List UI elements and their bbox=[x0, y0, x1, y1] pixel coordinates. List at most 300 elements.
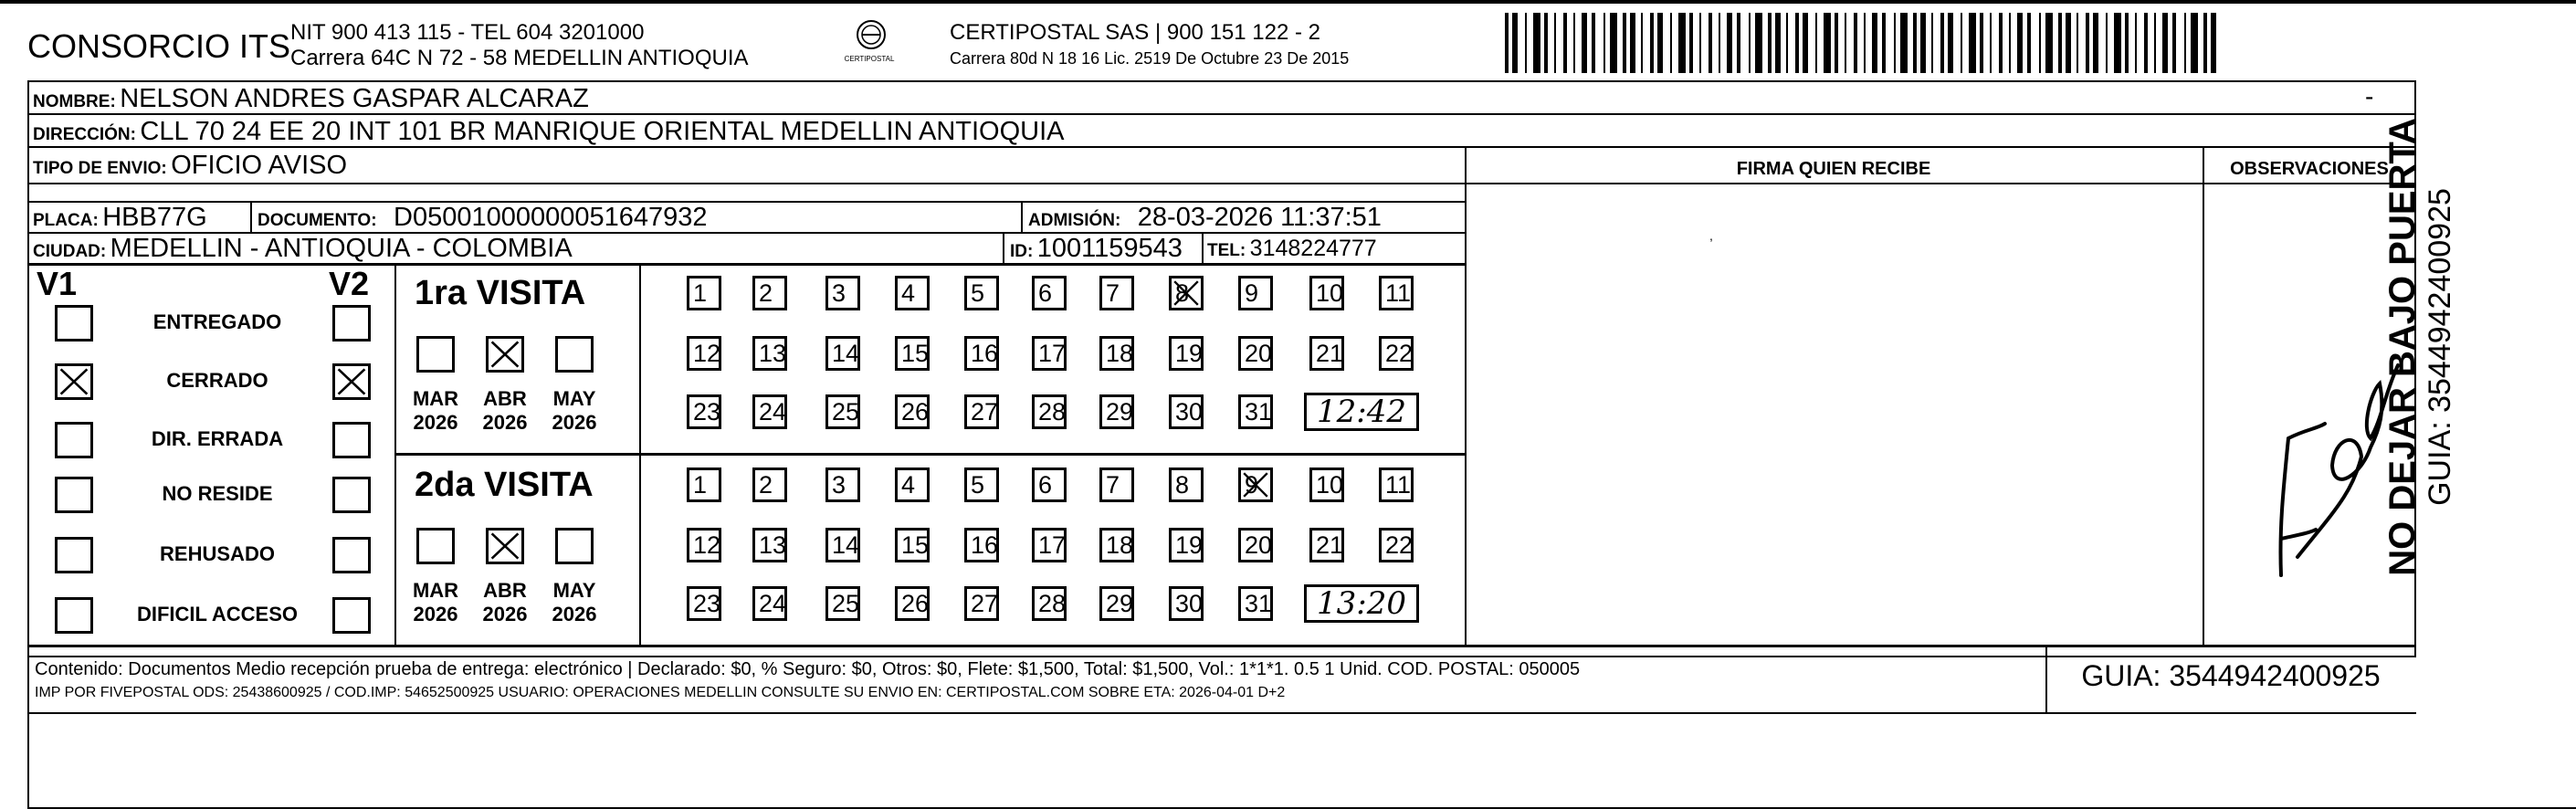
placa-label: PLACA: bbox=[33, 211, 99, 230]
day-number: 17 bbox=[1038, 340, 1067, 367]
day-box[interactable] bbox=[1099, 528, 1134, 562]
barcode-bar bbox=[1931, 13, 1933, 73]
day-box[interactable] bbox=[687, 336, 721, 371]
day-number: 9 bbox=[1245, 471, 1259, 499]
status-label: NO RESIDE bbox=[162, 482, 273, 505]
month-year: 2026 bbox=[413, 603, 458, 625]
day-box[interactable] bbox=[1309, 276, 1344, 310]
barcode-bar bbox=[1592, 13, 1595, 73]
barcode-bar bbox=[2211, 13, 2216, 73]
day-box[interactable] bbox=[1169, 394, 1204, 429]
day-number: 31 bbox=[1245, 398, 1273, 426]
v2-checkbox[interactable] bbox=[332, 477, 371, 513]
day-box[interactable] bbox=[1099, 394, 1134, 429]
month-label bbox=[542, 387, 606, 435]
month-name: MAR bbox=[412, 387, 459, 410]
barcode-bar bbox=[2144, 13, 2148, 73]
bottom-left-line bbox=[27, 657, 29, 809]
v1-checkbox[interactable] bbox=[55, 477, 93, 513]
day-box[interactable] bbox=[1379, 336, 1414, 371]
day-number: 9 bbox=[1245, 279, 1259, 307]
signature-tick: , bbox=[1709, 228, 1713, 243]
day-box[interactable] bbox=[1169, 336, 1204, 371]
barcode-bar bbox=[1610, 13, 1617, 73]
placa-cell bbox=[33, 203, 207, 233]
barcode-bar bbox=[1845, 13, 1846, 73]
day-box[interactable] bbox=[687, 276, 721, 310]
barcode-bar bbox=[1544, 13, 1548, 73]
day-box[interactable] bbox=[1032, 528, 1067, 562]
v2-label: V2 bbox=[329, 265, 370, 302]
tel-label: TEL: bbox=[1207, 241, 1246, 260]
v1-label: V1 bbox=[37, 265, 78, 302]
tel-value: 3148224777 bbox=[1249, 236, 1377, 261]
barcode-bar bbox=[1630, 13, 1635, 73]
barcode-bar bbox=[1835, 13, 1838, 73]
day-box[interactable] bbox=[964, 336, 999, 371]
day-box[interactable] bbox=[1169, 468, 1204, 502]
day-box[interactable] bbox=[1099, 276, 1134, 310]
barcode-bar bbox=[1882, 13, 1886, 73]
col-line bbox=[1202, 232, 1204, 263]
firma-label: FIRMA QUIEN RECIBE bbox=[1736, 159, 1931, 179]
day-number: 1 bbox=[693, 279, 708, 307]
admision-value: 28-03-2026 11:37:51 bbox=[1137, 203, 1382, 232]
month-checkbox[interactable] bbox=[555, 336, 594, 373]
courier-address: Carrera 80d N 18 16 Lic. 2519 De Octubre 23 De 2015 bbox=[950, 49, 1350, 68]
footer-divider bbox=[27, 645, 2416, 647]
barcode-bar bbox=[2017, 13, 2023, 73]
row-line bbox=[1465, 183, 2203, 184]
month-label bbox=[404, 579, 468, 626]
month-checkbox[interactable] bbox=[416, 336, 455, 373]
day-box[interactable] bbox=[1032, 468, 1067, 502]
day-box[interactable] bbox=[752, 394, 787, 429]
day-box[interactable] bbox=[895, 468, 930, 502]
barcode-bar bbox=[1864, 13, 1866, 73]
id-cell bbox=[1010, 234, 1183, 264]
day-number: 11 bbox=[1385, 279, 1412, 307]
month-year: 2026 bbox=[482, 603, 528, 625]
barcode-bar bbox=[2058, 13, 2062, 73]
month-name: MAR bbox=[412, 579, 459, 602]
barcode-bar bbox=[1533, 13, 1540, 73]
day-number: 27 bbox=[971, 590, 999, 617]
visit-time: 13:20 bbox=[1304, 584, 1419, 623]
day-box[interactable] bbox=[825, 528, 860, 562]
day-number: 10 bbox=[1316, 279, 1344, 307]
month-label bbox=[542, 579, 606, 626]
day-box[interactable] bbox=[825, 336, 860, 371]
barcode-bar bbox=[1961, 13, 1962, 73]
tipo-value: OFICIO AVISO bbox=[171, 151, 348, 180]
day-number: 12 bbox=[693, 531, 721, 559]
day-box[interactable] bbox=[687, 394, 721, 429]
barcode-bar bbox=[1940, 13, 1944, 73]
nombre-row bbox=[33, 84, 589, 114]
direccion-value: CLL 70 24 EE 20 INT 101 BR MANRIQUE ORIENTAL MEDELLIN ANTIOQUIA bbox=[140, 117, 1065, 146]
day-box[interactable] bbox=[752, 336, 787, 371]
barcode-bar bbox=[1670, 13, 1672, 73]
day-box[interactable] bbox=[1238, 528, 1273, 562]
barcode-bar bbox=[1872, 13, 1877, 73]
day-box[interactable] bbox=[1032, 336, 1067, 371]
day-number: 29 bbox=[1106, 398, 1134, 426]
day-number: 6 bbox=[1038, 279, 1053, 307]
barcode-bar bbox=[2045, 13, 2053, 73]
barcode-bar bbox=[1913, 13, 1917, 73]
v1-checkbox[interactable] bbox=[55, 363, 93, 400]
day-number: 12 bbox=[693, 340, 721, 367]
documento-label: DOCUMENTO: bbox=[258, 211, 377, 230]
barcode-bar bbox=[1768, 13, 1772, 73]
status-label: DIFICIL ACCESO bbox=[136, 603, 298, 625]
day-box[interactable] bbox=[752, 528, 787, 562]
v2-checkbox[interactable] bbox=[332, 422, 371, 458]
barcode-bar bbox=[1709, 13, 1712, 73]
day-number: 20 bbox=[1245, 340, 1273, 367]
barcode-bar bbox=[1719, 13, 1720, 73]
barcode-bar bbox=[1737, 13, 1740, 73]
day-number: 26 bbox=[901, 590, 930, 617]
barcode-bar bbox=[1920, 13, 1926, 73]
barcode-bar bbox=[1603, 13, 1605, 73]
month-year: 2026 bbox=[552, 603, 597, 625]
day-number: 1 bbox=[693, 471, 708, 499]
barcode-bar bbox=[1894, 13, 1896, 73]
day-number: 15 bbox=[901, 340, 930, 367]
month-year: 2026 bbox=[552, 411, 597, 434]
day-box[interactable] bbox=[1309, 336, 1344, 371]
day-number: 7 bbox=[1106, 471, 1120, 499]
day-box[interactable] bbox=[1032, 394, 1067, 429]
barcode-bar bbox=[2086, 13, 2089, 73]
day-number: 21 bbox=[1316, 340, 1344, 367]
barcode-bar bbox=[2184, 13, 2186, 73]
day-number: 24 bbox=[759, 398, 787, 426]
day-box[interactable] bbox=[1169, 528, 1204, 562]
barcode-bar bbox=[1969, 13, 1976, 73]
day-box[interactable] bbox=[1169, 276, 1204, 310]
day-box[interactable] bbox=[1032, 276, 1067, 310]
top-border bbox=[0, 0, 2576, 4]
day-number: 2 bbox=[759, 471, 773, 499]
contenido-text: Contenido: Documentos Medio recepción prueba de entrega: electrónico | Declarado: $0, % Seguro: $0, Otros: $0, Flete: $1,500, Total: $1,500, Vol.: 1*1*1. 0.5 1 Unid. COD. POSTAL: 050005 bbox=[35, 659, 1581, 679]
barcode-bar bbox=[1990, 13, 1992, 73]
tipo-row bbox=[33, 151, 347, 181]
dash-mark: - bbox=[2365, 82, 2374, 110]
v1-checkbox[interactable] bbox=[55, 537, 93, 573]
barcode-bar bbox=[1854, 13, 1857, 73]
day-box[interactable] bbox=[895, 336, 930, 371]
barcode-bar bbox=[1554, 13, 1556, 73]
col-line bbox=[250, 201, 252, 232]
day-box[interactable] bbox=[895, 394, 930, 429]
barcode-bar bbox=[1623, 13, 1626, 73]
day-number: 28 bbox=[1038, 398, 1067, 426]
day-box[interactable] bbox=[752, 468, 787, 502]
barcode-bar bbox=[2106, 13, 2108, 73]
visit-title: 1ra VISITA bbox=[415, 274, 586, 312]
col-line bbox=[1465, 146, 1467, 645]
month-checkbox[interactable] bbox=[416, 528, 455, 564]
barcode-bar bbox=[1775, 13, 1781, 73]
day-number: 22 bbox=[1385, 531, 1414, 559]
day-number: 11 bbox=[1385, 471, 1412, 499]
day-number: 4 bbox=[901, 471, 916, 499]
month-checkbox[interactable] bbox=[486, 528, 524, 564]
month-checkbox[interactable] bbox=[555, 528, 594, 564]
day-number: 10 bbox=[1316, 471, 1344, 499]
barcode-bar bbox=[1512, 13, 1518, 73]
day-number: 25 bbox=[832, 590, 860, 617]
imp-text: IMP POR FIVEPOSTAL ODS: 25438600925 / COD.IMP: 54652500925 USUARIO: OPERACIONES MEDELLIN CONSULTE SU ENVIO EN: CERTIPOSTAL.COM SOBRE ETA: 2026-04-01 D+2 bbox=[35, 685, 1286, 700]
month-year: 2026 bbox=[482, 411, 528, 434]
day-box[interactable] bbox=[1238, 336, 1273, 371]
side-guia: GUIA: 3544942400925 bbox=[2423, 188, 2457, 506]
day-number: 23 bbox=[693, 398, 721, 426]
day-number: 7 bbox=[1106, 279, 1120, 307]
day-box[interactable] bbox=[1238, 468, 1273, 502]
barcode-bar bbox=[1755, 13, 1762, 73]
barcode-bar bbox=[1815, 13, 1817, 73]
day-box[interactable] bbox=[895, 528, 930, 562]
barcode-bar bbox=[2203, 13, 2207, 73]
barcode-bar bbox=[2027, 13, 2031, 73]
barcode-bar bbox=[1786, 13, 1788, 73]
barcode-bar bbox=[2114, 13, 2121, 73]
v2-checkbox[interactable] bbox=[332, 537, 371, 573]
day-box[interactable] bbox=[1309, 468, 1344, 502]
day-number: 3 bbox=[832, 471, 846, 499]
day-box[interactable] bbox=[1379, 276, 1414, 310]
day-number: 19 bbox=[1175, 340, 1204, 367]
day-box[interactable] bbox=[825, 394, 860, 429]
day-box[interactable] bbox=[1238, 394, 1273, 429]
barcode-bar bbox=[2039, 13, 2041, 73]
month-name: MAY bbox=[552, 387, 596, 410]
side-warning: NO DEJAR BAJO PUERTA bbox=[2382, 118, 2423, 576]
day-box[interactable] bbox=[895, 586, 930, 621]
month-label bbox=[404, 387, 468, 435]
barcode-bar bbox=[1999, 13, 2003, 73]
ciudad-cell bbox=[33, 234, 573, 264]
v2-checkbox[interactable] bbox=[332, 363, 371, 400]
row-line bbox=[394, 453, 1465, 456]
barcode-bar bbox=[2093, 13, 2098, 73]
status-label: ENTREGADO bbox=[152, 310, 282, 333]
barcode-bar bbox=[2125, 13, 2129, 73]
day-box[interactable] bbox=[1379, 468, 1414, 502]
day-number: 16 bbox=[971, 531, 999, 559]
barcode-bar bbox=[1948, 13, 1953, 73]
barcode-bar bbox=[1573, 13, 1575, 73]
day-number: 8 bbox=[1175, 471, 1190, 499]
day-number: 21 bbox=[1316, 531, 1344, 559]
day-number: 18 bbox=[1106, 340, 1134, 367]
day-box[interactable] bbox=[752, 276, 787, 310]
month-name: ABR bbox=[483, 579, 527, 602]
barcode-bar bbox=[1505, 13, 1509, 73]
status-label: CERRADO bbox=[166, 369, 268, 392]
day-box[interactable] bbox=[1099, 468, 1134, 502]
month-name: MAY bbox=[552, 579, 596, 602]
nombre-value: NELSON ANDRES GASPAR ALCARAZ bbox=[120, 84, 589, 113]
day-number: 22 bbox=[1385, 340, 1414, 367]
v1-checkbox[interactable] bbox=[55, 305, 93, 341]
month-name: ABR bbox=[483, 387, 527, 410]
day-number: 18 bbox=[1106, 531, 1134, 559]
barcode-bar bbox=[1795, 13, 1799, 73]
barcode-bar bbox=[1824, 13, 1831, 73]
day-number: 3 bbox=[832, 279, 846, 307]
day-number: 5 bbox=[971, 471, 985, 499]
direccion-row bbox=[33, 117, 1065, 147]
tipo-label: TIPO DE ENVIO: bbox=[33, 159, 167, 178]
v1-checkbox[interactable] bbox=[55, 422, 93, 458]
day-number: 14 bbox=[832, 531, 860, 559]
barcode-bar bbox=[2135, 13, 2137, 73]
day-box[interactable] bbox=[964, 468, 999, 502]
status-label: REHUSADO bbox=[160, 542, 275, 565]
day-number: 15 bbox=[901, 531, 930, 559]
day-number: 16 bbox=[971, 340, 999, 367]
day-number: 2 bbox=[759, 279, 773, 307]
barcode-bar bbox=[1641, 13, 1643, 73]
day-box[interactable] bbox=[825, 586, 860, 621]
barcode-bar bbox=[2172, 13, 2176, 73]
col-line bbox=[1003, 232, 1004, 263]
v2-checkbox[interactable] bbox=[332, 305, 371, 341]
admision-label: ADMISIÓN: bbox=[1028, 211, 1121, 230]
barcode-bar bbox=[1749, 13, 1751, 73]
ciudad-value: MEDELLIN - ANTIOQUIA - COLOMBIA bbox=[110, 234, 573, 263]
company-address: Carrera 64C N 72 - 58 MEDELLIN ANTIOQUIA bbox=[290, 46, 749, 70]
day-box[interactable] bbox=[825, 468, 860, 502]
day-number: 19 bbox=[1175, 531, 1204, 559]
day-number: 13 bbox=[759, 531, 787, 559]
id-value: 1001159543 bbox=[1036, 234, 1183, 263]
day-box[interactable] bbox=[1099, 586, 1134, 621]
barcode-bar bbox=[2154, 13, 2156, 73]
day-box[interactable] bbox=[825, 276, 860, 310]
barcode-bar bbox=[1689, 13, 1693, 73]
barcode-bar bbox=[1563, 13, 1567, 73]
barcode-bar bbox=[1699, 13, 1701, 73]
documento-cell bbox=[258, 203, 708, 233]
day-box[interactable] bbox=[687, 586, 721, 621]
barcode-bar bbox=[1657, 13, 1663, 73]
visit-time: 12:42 bbox=[1304, 393, 1419, 431]
day-box[interactable] bbox=[964, 528, 999, 562]
day-box[interactable] bbox=[895, 276, 930, 310]
barcode-bar bbox=[1678, 13, 1686, 73]
status-label: DIR. ERRADA bbox=[151, 427, 284, 450]
observaciones-label: OBSERVACIONES bbox=[2230, 159, 2389, 179]
day-number: 28 bbox=[1038, 590, 1067, 617]
day-number: 14 bbox=[832, 340, 860, 367]
v1-checkbox[interactable] bbox=[55, 597, 93, 634]
day-number: 27 bbox=[971, 398, 999, 426]
col-line bbox=[1021, 201, 1023, 232]
col-line bbox=[2203, 146, 2204, 645]
day-box[interactable] bbox=[1238, 276, 1273, 310]
v2-checkbox[interactable] bbox=[332, 597, 371, 634]
day-number: 8 bbox=[1175, 279, 1190, 307]
barcode-bar bbox=[1900, 13, 1908, 73]
visit-title: 2da VISITA bbox=[415, 466, 594, 504]
day-box[interactable] bbox=[1238, 586, 1273, 621]
observaciones-signature bbox=[2224, 329, 2407, 584]
day-box[interactable] bbox=[964, 394, 999, 429]
company-name: CONSORCIO ITS bbox=[27, 27, 291, 65]
footer-bottom bbox=[27, 712, 2416, 714]
day-box[interactable] bbox=[752, 586, 787, 621]
barcode-bar bbox=[1582, 13, 1587, 73]
barcode-bar bbox=[1525, 13, 1527, 73]
day-box[interactable] bbox=[1032, 586, 1067, 621]
barcode-bar bbox=[1727, 13, 1732, 73]
placa-value: HBB77G bbox=[102, 203, 207, 232]
day-number: 13 bbox=[759, 340, 787, 367]
id-label: ID: bbox=[1010, 242, 1034, 261]
day-box[interactable] bbox=[1309, 528, 1344, 562]
barcode-bar bbox=[2162, 13, 2168, 73]
direccion-label: DIRECCIÓN: bbox=[33, 125, 136, 144]
company-nit: NIT 900 413 115 - TEL 604 3201000 bbox=[290, 20, 645, 45]
month-year: 2026 bbox=[413, 411, 458, 434]
day-box[interactable] bbox=[964, 276, 999, 310]
month-label bbox=[473, 579, 537, 626]
month-checkbox[interactable] bbox=[486, 336, 524, 373]
footer-guia: GUIA: 3544942400925 bbox=[2081, 659, 2381, 692]
day-number: 30 bbox=[1175, 590, 1204, 617]
day-number: 6 bbox=[1038, 471, 1053, 499]
courier-name: CERTIPOSTAL SAS | 900 151 122 - 2 bbox=[950, 20, 1320, 45]
admision-cell bbox=[1028, 203, 1382, 233]
ciudad-label: CIUDAD: bbox=[33, 242, 107, 261]
day-number: 20 bbox=[1245, 531, 1273, 559]
barcode-bar bbox=[2077, 13, 2078, 73]
day-box[interactable] bbox=[687, 528, 721, 562]
day-box[interactable] bbox=[1169, 586, 1204, 621]
barcode-bar bbox=[2191, 13, 2198, 73]
day-number: 30 bbox=[1175, 398, 1204, 426]
day-number: 31 bbox=[1245, 590, 1273, 617]
day-box[interactable] bbox=[1099, 336, 1134, 371]
day-number: 26 bbox=[901, 398, 930, 426]
barcode-bar bbox=[2066, 13, 2071, 73]
day-number: 23 bbox=[693, 590, 721, 617]
day-box[interactable] bbox=[1379, 528, 1414, 562]
barcode-bar bbox=[1803, 13, 1808, 73]
day-number: 17 bbox=[1038, 531, 1067, 559]
documento-value: D05001000000051647932 bbox=[394, 203, 708, 232]
barcode-bar bbox=[1980, 13, 1983, 73]
day-number: 29 bbox=[1106, 590, 1134, 617]
day-box[interactable] bbox=[687, 468, 721, 502]
tel-cell bbox=[1207, 236, 1377, 262]
day-number: 25 bbox=[832, 398, 860, 426]
barcode-bar bbox=[2009, 13, 2011, 73]
day-number: 24 bbox=[759, 590, 787, 617]
barcode bbox=[1505, 13, 2228, 73]
day-number: 5 bbox=[971, 279, 985, 307]
barcode-bar bbox=[1650, 13, 1654, 73]
day-box[interactable] bbox=[964, 586, 999, 621]
logo-caption: CERTIPOSTAL bbox=[844, 55, 895, 63]
nombre-label: NOMBRE: bbox=[33, 92, 116, 111]
